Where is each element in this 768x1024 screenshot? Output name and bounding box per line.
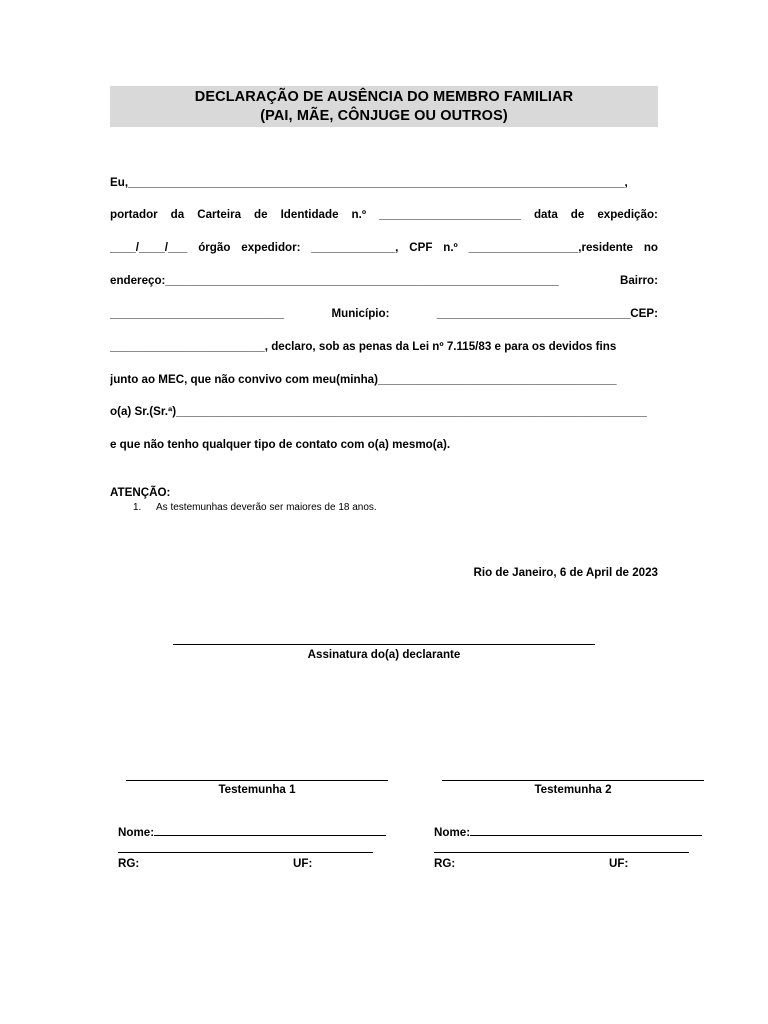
cpf-number-word: n.º xyxy=(443,241,458,254)
witness-1-name-label: Nome: xyxy=(118,826,155,839)
witness-1-uf-label: UF: xyxy=(293,857,313,870)
residence-word: no xyxy=(643,241,658,254)
identity-line xyxy=(110,208,658,222)
witness-1-name-field xyxy=(118,824,386,839)
person-name-line: o(a) Sr.(Sr.ª)_________________________________________________________________________ xyxy=(110,405,647,418)
list-item-number: 1. xyxy=(133,502,142,513)
identity-word-5: Identidade xyxy=(280,208,339,221)
issuer-cpf-line xyxy=(110,241,658,255)
declarant-signature-line xyxy=(173,634,595,645)
witness-2-rg-label: RG: xyxy=(434,857,456,870)
declaration-line: ________________________, declaro, sob as penas da Lei nº 7.115/83 e para os devidos fins xyxy=(110,340,617,353)
neighborhood-blank: ___________________________ xyxy=(110,307,285,320)
witness-2-name-blank xyxy=(470,824,702,836)
witness-1-name-blank xyxy=(154,824,386,836)
relationship-line: junto ao MEC, que não convivo com meu(minha)_____________________________________ xyxy=(110,373,617,386)
address-blank: endereço:_____________________________________________________________ xyxy=(110,274,559,287)
issue-date-blank: ____/____/___ xyxy=(110,241,188,254)
title-line-2: (PAI, MÃE, CÔNJUGE OU OUTROS) xyxy=(260,108,508,124)
list-item xyxy=(133,502,377,513)
date-place: Rio de Janeiro, 6 de April de 2023 xyxy=(473,566,658,579)
witness-2-label: Testemunha 2 xyxy=(534,783,612,796)
cpf-blank: _________________,residente xyxy=(468,241,633,254)
city-label: Município: xyxy=(331,307,390,320)
cep-blank: ______________________________CEP: xyxy=(436,307,658,320)
identity-number-blank: ______________________ xyxy=(379,208,521,221)
issuer-blank: _____________, xyxy=(311,241,399,254)
title-line-1: DECLARAÇÃO DE AUSÊNCIA DO MEMBRO FAMILIAR xyxy=(194,89,574,105)
witness-1-signature-line xyxy=(126,770,388,781)
no-contact-line: e que não tenho qualquer tipo de contato com o(a) mesmo(a). xyxy=(110,438,451,451)
identity-word-4: de xyxy=(254,208,268,221)
witness-2-name-label: Nome: xyxy=(434,826,471,839)
witness-1-rg-label: RG: xyxy=(118,857,140,870)
address-line xyxy=(110,274,658,288)
declarant-name-line: Eu,_____________________________________________________________________________, xyxy=(110,176,628,189)
title-banner xyxy=(110,86,658,127)
identity-word-9: expedição: xyxy=(597,208,658,221)
witness-1-extra-line xyxy=(118,851,373,853)
identity-word-2: da xyxy=(170,208,185,221)
cpf-word: CPF xyxy=(409,241,433,254)
identity-word-8: de xyxy=(570,208,585,221)
witness-2-uf-label: UF: xyxy=(609,857,629,870)
identity-word-1: portador xyxy=(110,208,158,221)
witness-1-label: Testemunha 1 xyxy=(218,783,296,796)
city-cep-line xyxy=(110,307,658,321)
identity-word-7: data xyxy=(533,208,558,221)
identity-word-6: n.º xyxy=(351,208,367,221)
declarant-signature-label: Assinatura do(a) declarante xyxy=(307,648,461,661)
witness-2-name-field xyxy=(434,824,702,839)
list-item-text: As testemunhas deverão ser maiores de 18 anos. xyxy=(156,502,377,513)
neighborhood-label: Bairro: xyxy=(619,274,658,287)
attention-title: ATENÇÃO: xyxy=(110,486,171,499)
witness-2-signature-line xyxy=(442,770,704,781)
issuer-word-1: órgão xyxy=(198,241,231,254)
issuer-word-2: expedidor: xyxy=(241,241,301,254)
identity-word-3: Carteira xyxy=(197,208,242,221)
witness-2-extra-line xyxy=(434,851,689,853)
